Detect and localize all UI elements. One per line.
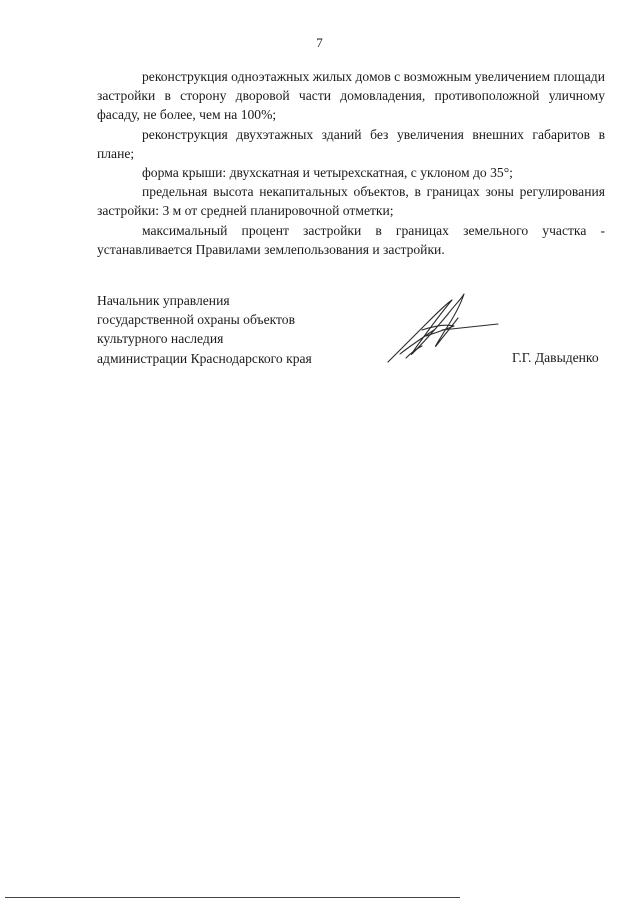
signatory-title-line: Начальник управления: [97, 293, 230, 308]
page-number: 7: [316, 35, 323, 50]
signatory-title-line: администрации Краснодарского края: [97, 350, 312, 366]
signatory-title: [97, 291, 397, 368]
signatory-title-line: государственной охраны объектов: [97, 312, 296, 328]
paragraph-height-limit: предельная высота некапитальных объектов, в границах зоны регулирования застройки: 3 м от средней планировочной отметки;: [97, 184, 605, 219]
paragraph-reconstruction-one-storey: реконструкция одноэтажных жилых домов с возможным увеличением площади застройки в сторону дворовой части домовладения, противоположной уличному фасаду, не более, чем на 100%;: [97, 69, 605, 123]
paragraph-max-coverage: максимальный процент застройки в границах земельного участка - устанавливается Правилами землепользования и застройки.: [97, 222, 605, 257]
footer-divider: [5, 897, 460, 898]
handwritten-signature: [382, 290, 504, 370]
signatory-title-line: культурного наследия: [97, 331, 224, 347]
paragraph-roof-shape: форма крыши: двухскатная и четырехскатная, с уклоном до 35°;: [142, 165, 513, 181]
signer-name: Г.Г. Давыденко: [512, 350, 599, 365]
document-body: [97, 67, 605, 259]
paragraph-reconstruction-two-storey: реконструкция двухэтажных зданий без увеличения внешних габаритов в плане;: [97, 126, 605, 161]
